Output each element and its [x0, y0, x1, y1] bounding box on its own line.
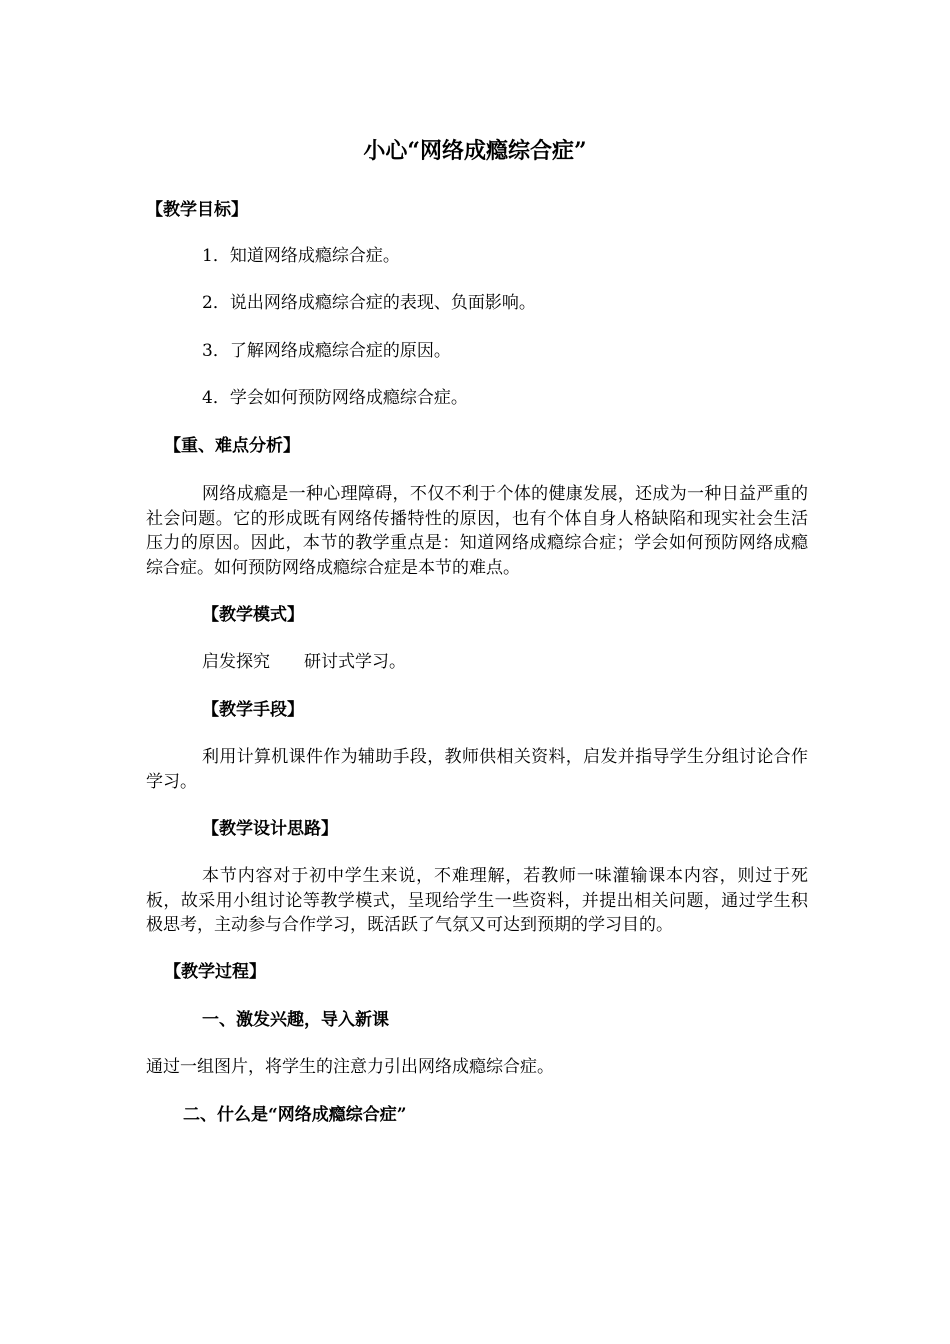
- objective-item-2: 2．说出网络成瘾综合症的表现、负面影响。: [202, 293, 536, 313]
- teaching-mode-heading: 【教学模式】: [202, 605, 304, 625]
- document-title: 小心“网络成瘾综合症”: [363, 138, 587, 164]
- key-points-heading: 【重、难点分析】: [164, 436, 300, 456]
- design-ideas-heading: 【教学设计思路】: [202, 819, 338, 839]
- process-step2-heading: 二、什么是“网络成瘾综合症”: [183, 1105, 407, 1125]
- objective-item-3: 3．了解网络成瘾综合症的原因。: [202, 341, 451, 361]
- objective-item-1: 1．知道网络成瘾综合症。: [202, 246, 400, 266]
- teaching-mode-text: 启发探究 研讨式学习。: [202, 652, 406, 672]
- objective-item-4: 4．学会如何预防网络成瘾综合症。: [202, 388, 468, 408]
- objectives-heading: 【教学目标】: [146, 200, 248, 220]
- key-points-paragraph: 网络成瘾是一种心理障碍，不仅不利于个体的健康发展，还成为一种日益严重的社会问题。它的形成既有网络传播特性的原因，也有个体自身人格缺陷和现实社会生活压力的原因。因此，本节的教学重点是：知道网络成瘾综合症；学会如何预防网络成瘾综合症。如何预防网络成瘾综合症是本节的难点。: [146, 484, 808, 578]
- process-step1-heading: 一、激发兴趣，导入新课: [202, 1010, 389, 1030]
- process-step1-text: 通过一组图片，将学生的注意力引出网络成瘾综合症。: [146, 1057, 554, 1077]
- teaching-means-heading: 【教学手段】: [202, 700, 304, 720]
- teaching-means-paragraph: 利用计算机课件作为辅助手段，教师供相关资料，启发并指导学生分组讨论合作学习。: [146, 747, 808, 792]
- design-ideas-paragraph: 本节内容对于初中学生来说，不难理解，若教师一味灌输课本内容，则过于死板，故采用小组讨论等教学模式，呈现给学生一些资料，并提出相关问题，通过学生积极思考，主动参与合作学习，既活跃了气氛又可达到预期的学习目的。: [146, 866, 808, 935]
- process-heading: 【教学过程】: [164, 962, 266, 982]
